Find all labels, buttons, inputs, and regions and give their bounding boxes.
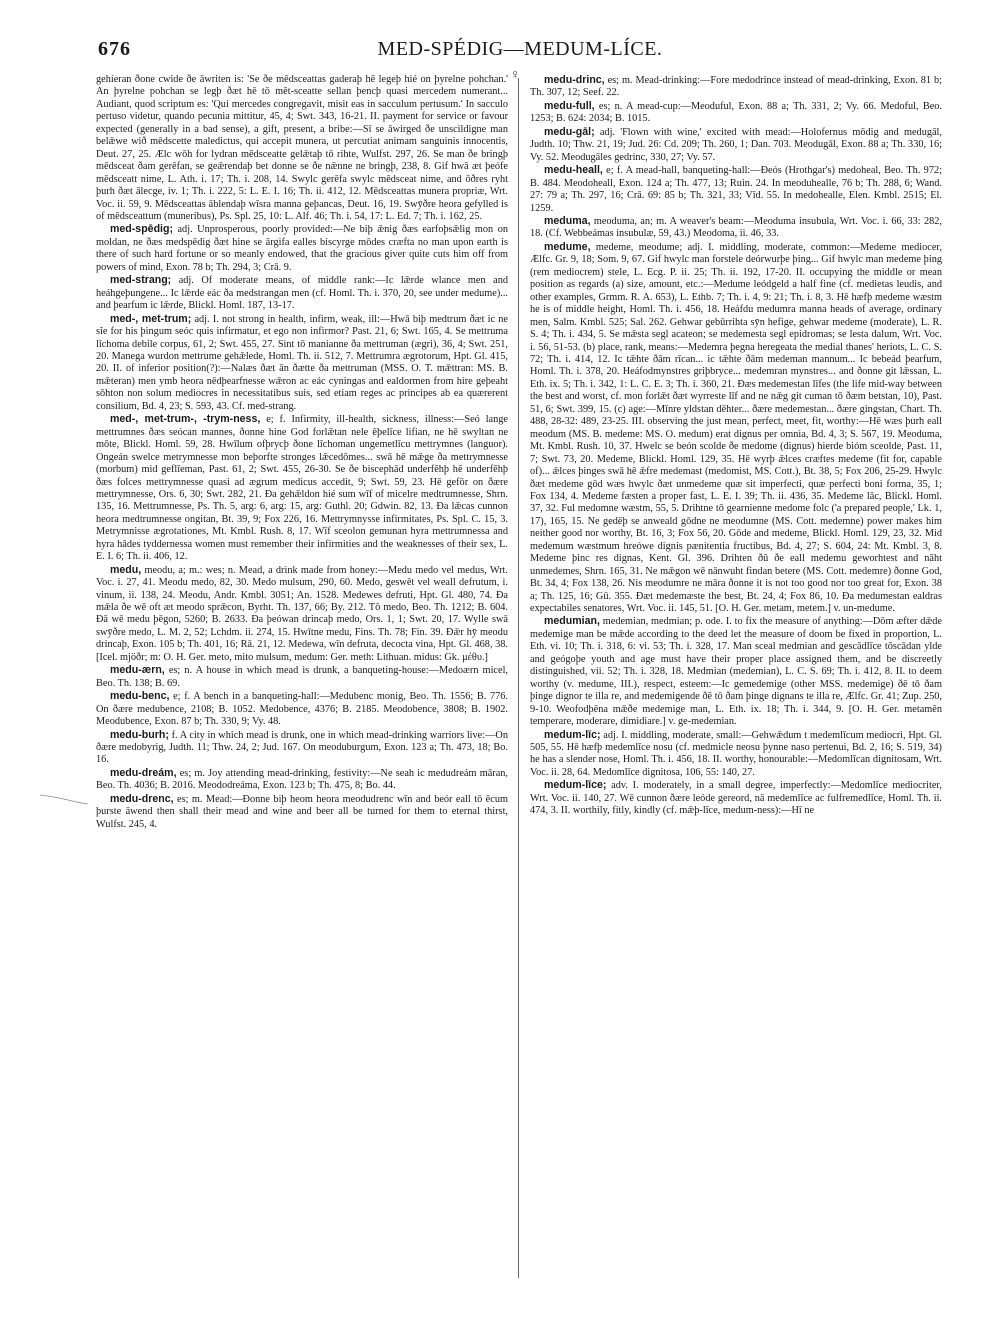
entry-headword: medu, [110,563,142,576]
dictionary-entry [96,74,508,223]
dictionary-entry [96,413,508,563]
entry-headword: medu-benc, [110,690,170,703]
dictionary-entry [530,215,942,241]
dictionary-entry [96,729,508,767]
dictionary-entry [530,74,942,100]
entry-headword: medumian, [544,615,600,628]
entry-definition: medeme, meodume; adj. I. middling, moderate, common:—Medeme mediocer, Ælfc. Gr. 9, 18; Som. 9, 67. Gif hwylc man forstele deórwurþe þing... Gif hwylc man medeme þing (rem mediocrem) stele, L. Ecg. P. ii. 25; Th. ii. 192, 17-20. II. occupying the middle or mean position as regards (a) size, amount, etc.:—Medume leódgeld a half fine (cf. medietas leudis, and other examples, Grmm. R. A. 653), L. Ethb. 7; Th. i. 4, 9: 21; Th. i. 8, 3. Hē hæfþ medeme wæstm he is of middle height, Homl. Th. i. 456, 18. Heáfdu medumra manna heads of average, ordinary men, Salm. Kmbl. 525; Sal. 262. Gehwar gebūrrihta sȳn hefige, gehwar medeme (moderate), L. R. S. 4; Th. i. 434, 5. Se mǣsta segl acateon; se medemesta segl epidromas; se lesta dalum, Wrt. Voc. i. 56, 51-53. (b) place, rank, means:—Medemra þegna heregeata the medial thanes' heriots, L. C. S. 72; Th. i. 414, 12. Ic tǣhte ðām rīcan... ic tǣhte ðām medeman mannum... Ic bebeád þearfum, Homl. Th. i. 378, 20. Heáfodmynstres griþbryce... medemran mynstres... and ðonne git lǣssan, L. Eth. ix. 5; Th. i. 342, 1: L. C. E. 3; Th. i. 360, 21. Ðæs medemestan līfes (the life mid-way between the best and worst, cf. mon forlǣt ðæt wyrreste līf and ne nǣg git cuman tō ðæm betstan, 10), Past. 51, 6; Swt. 399, 15. (c) age:—Mīnre yldstan dēhter... ðære medemestan... ðære gingstan, Chart. Th. 488, 28-32: 489, 23-25. III. observing the just mean, perfect, meet, fit, worthy:—Hē wæs þurh eall meodum (MS. B. medeme: MS. O. medum) erat dignus per omnia, Bd. 4, 3; S. 567, 19. Meoduma, Mt. Kmbl. Rush. 10, 37. Hwelc se beón scolde ðe medome (dignus) hierde bióm sceolde, Past. 11, 7; Swt. 73, 20. Medeme, Blickl. Homl. 129, 35. Hē wyrþ ǣlces cræftes medeme (fit for, capable of)... ǣlces þinges swā hē ǣfre medemast (medomist, MS. Cott.), Bt. 38, 5; Fox 206, 25-29. Hwylc ðæt medeme gōd wæs hwylc ðæt unmedeme quæ sit imperfecti, quæ perfecti boni forma, 35, 1; Fox 134, 4. Medeme fæsten a proper fast, L. E. I. 39; Th. ii. 436, 35. Medeme lāc, Blickl. Homl. 37, 32. Ful medomne wæstm, 55, 5. Drihtne tō gearnienne medome folc ('a prepared people,' Lk. 1, 17), 165, 15. Ne gedēþ se anweald gōdne ne meodumne (MS. Cott. medemne) power makes him neither good nor worthy, Bt. 16, 3; Fox 56, 20. Gōde and medeme, Blickl. Homl. 129, 23, 32. Mid medemum wæstmum hreówe dignis pænitentia fructibus, Bd. 4, 27; S. 604, 24: Mt. Kmbl. 3, 8. Medeme þinc res dignas, Kent. Gl. 396. Drihten ðū ðe eall medemu geworhtest and nāht unmedemes, Shrn. 165, 31. Ne mǣgon wē nānwuht findan betere (MS. Cott. medemre) ðonne God, Bt. 34, 4; Fox 138, 26. Nis meodumre ne māra ðonne it is not too good nor too great for, Exon. 38 a; Th. 125, 16; Gū. 355. Ðæt medemæste the best, Bt. 24, 4; Fox 86, 10. Ða medumestan ealdras expectabiles senatores, Wrt. Voc. ii. 145, 51. [O. H. Ger. metam, metem.] v. un-medume. [530,241,942,615]
dictionary-entry [96,564,508,665]
dictionary-entry [96,223,508,274]
entry-headword: medu-dreám, [110,766,177,779]
dictionary-entry [96,274,508,312]
left-column [96,74,508,1284]
entry-definition: es; m. Joy attending mead-drinking, festivity:—Ne seah ic medudreám māran, Beo. Th. 4036; B. 2016. Meododreáma, Exon. 123 b; Th. 475, 8; Bo. 44. [96,767,508,792]
entry-definition: es; n. A house in which mead is drunk, a banqueting-house:—Medoærn micel, Beo. Th. 138; B. 69. [96,665,508,689]
entry-definition: meodu, a; m.: wes; n. Mead, a drink made from honey:—Medu medo vel medus, Wrt. Voc. i. 27, 41. Meodu medo, 82, 30. Medo mulsum, 290, 60. Medo, geswēt vel weall defrutum, i. vinum, ii. 138, 24. Meodu, Andr. Kmbl. 3051; An. 1528. Medewes defruti, Hpt. Gl. 480, 74. Ða mǣla ðe wē oft æt meodo sprǣcon, Byrht. Th. 137, 66; By. 212. Tō medo, Beo. Th. 1212; B. 604. Ðā wē medu þēgon, 5260; B. 2633. Ða þeówan drincaþ medo, Ors. 1, 1; Swt. 20, 17. Wylle swā swȳðre medo, L. M. 2, 52; Lchdm. ii. 274, 15. Hwītne medu, Fins. Th. 78; Fin. 39. Ðǣr hȳ meodu drincaþ, Exon. 105 b; Th. 401, 16; Rā. 21, 12. Medewa, wīn defruta, decocta vina, Hpt. Gl. 468, 38. [Icel. mjöðr; m: O. H. Ger. meto, mito mulsum, medum: Ger. meth: Lithuan. midus: Gk. μέθυ.] [96,564,508,663]
entry-headword: med-spēdig; [110,223,173,236]
entry-headword: medu-heall, [544,164,603,177]
entry-headword: meduma, [544,214,591,227]
entry-definition: adj. Unprosperous, poorly provided:—Ne biþ ǣnig ðæs earfoþsǣlig mon on moldan, ne ðæs medspēdig ðæt hine se ārgifa ealles biscyrge mōdes cræfta no man upon earth is there of such hard fortune or so meanly endowed, that the gracious giver quite cuts him off from powers of mind, Exon. 78 b; Th. 294, 3; Crā. 9. [96,224,508,273]
dictionary-entry [530,100,942,126]
entry-definition: es; m. Mead:—Ðonne biþ heom heora meodudrenc wīn and beór eall tō ēcum þurste āwend then shall their mead and wine and beer all be turned for them to eternal thirst, Wulfst. 245, 4. [96,793,508,830]
entry-headword: med-strang; [110,274,172,287]
running-head: MED-SPÉDIG—MEDUM-LÍCE. [377,38,663,60]
entry-definition: adj. I. middling, moderate, small:—Gehwǣdum t medemlīcum mediocri, Hpt. Gl. 505, 55. Hē hæfþ medemlīce nosu (cf. medmicle neosu þynne naso pertenui, Bd. 2, 16; S. 519, 34) he has a slender nose, Homl. Th. i. 456, 18. II. worthy, honourable:—Medomlīcan dignitosam, Wrt. Voc. ii. 28, 64. Medomlīce dignitosa, 106, 55: 140, 27. [530,729,942,778]
dictionary-entry [96,664,508,690]
entry-definition: es; n. A mead-cup:—Meoduful, Exon. 88 a; Th. 331, 2; Vy. 66. Medoful, Beo. 1253; B. 624: 2034; B. 1015. [530,100,942,125]
dictionary-entry [96,313,508,414]
dictionary-entry [96,690,508,728]
entry-definition: e; f. A bench in a banqueting-hall:—Medubenc monig, Beo. Th. 1556; B. 776. On ðære medubence, 2108; B. 1052. Medobence, 4376; B. 2185. Meodobence, 3808; B. 1902. Meodubence, Exon. 87 b; Th. 330, 9; Vy. 48. [96,691,508,728]
entry-definition: es; m. Mead-drinking:—Fore medodrince instead of mead-drinking, Exon. 81 b; Th. 307, 12; Seef. 22. [530,75,942,99]
dictionary-entry [530,729,942,780]
dictionary-entry [530,126,942,164]
entry-definition: medemian, medmian; p. ode. I. to fix the measure of anything:—Dōm æfter dǣde medemige man be mǣde according to the deed let the measure of doom be fixed in proportion, L. Eth. vi. 10; Th. i. 318, 6: vi. 53; Th. i. 328, 17. Man sceal medmian and gescādlīce tōscādan ylde and geógoþe youth and age must have their proper place assigned them, and be discreetly distinguished, vii. 52; Th. i. 328, 18. Medmian (medemian), L. C. S. 69; Th. i. 412, 8. II. to deem worthy (v. medume, III.), respect, esteem:—Ic gemedemige (other MSS. medemige) ðē tō ðam þinge dignor te illa re, and medemigende ðē tō ðam þinge dignans te illa re, Ælfc. Gr. 41; Zup. 250, 9-10. Weofodþēna mǣðe medemige man, L. Eth. ix. 18; Th. i. 344, 9. [O. H. Ger. metamēn temperare, moderare, dimidiare.] v. ge-medemian. [530,616,942,728]
entry-headword: medu-full, [544,99,595,112]
entry-definition: gehíeran ðone cwide ðe āwriten is: 'Se ðe mēdsceattas gaderaþ hē legeþ hié on þyrelne pohchan.' An þyrelne pohchan se legþ ðæt hē tō mēt-sceatte sellan þencþ quasi mercedem numerant... Audiant, quod scriptum es: 'Qui mercedes congregavit, misit eas in sacculum pertusum.' In sacculo pertuso videtur, quando pecunia mittitur, 45, 4; Swt. 343, 16-21. II. payment for service or favour expected (generally in a bad sense), a gift, present, a bribe:—Sī se āwirged ðe unscildigne man belǣwe wið mēdscette maledictus, qui accepit munera, ut percutiat animam sanguinis innocentis, Deut. 27, 25. Ælc wōh for lydran mēdsceatte gelǣtaþ tō rihte, Wulfst. 297, 26. Se man ðe bringþ mēdsceat ðam gerēfan, se geǣrendaþ bet donne se ðe nǣnne ne bringþ, 238, 8. Gif hwā æt þeófe mēdsceatt nime, L. Ath. i. 17; Th. i. 208, 14. Swylc gerēfa swylc mēdsceat nime, and ōðres ryht þurh ðæt ālecge, iv. 1; Th. i. 222, 5: L. E. I. 16; Th. ii. 412, 12. Mēdsceattas munera propriæ, Wrt. Voc. ii. 59, 9. Mēdsceattas āblendaþ wīsra manna geþancas, Deut. 16, 19. Swȳðre heora gefylled is of mēdsceattum (muneribus), Ps. Spl. 25, 10: L. Alf. 46; Th. i. 54, 17: L. Ed. 7; Th. i. 162, 25. [96,74,508,222]
entry-headword: medum-līc; [544,728,601,741]
entry-headword: medu-gāl; [544,125,595,138]
entry-definition: f. A city in which mead is drunk, one in which mead-drinking warriors live:—On ðære medobyrig, Judth. 11; Thw. 24, 2; Jud. 167. On meoduburgum, Exon. 123 a; Th. 473, 18; Bo. 16. [96,729,508,766]
entry-headword: med-, met-trum-, -trym-ness, [110,413,261,426]
entry-definition: e; f. Infirmity, ill-health, sickness, illness:—Seó lange mettrumnes ðæs seócan mannes, ðonne hine God forlǣtan nele ēþelīce lifian, ne hē swyltan ne mōte, Blickl. Homl. 59, 28. Hwīlum ofþrycþ ðone līchoman ungemetlīcu mettrymnes (languor). Ongeán swelce metrymnesse mon beþorfte stronges lǣcedōmes... swā hē mǣge ða mettrymnesse (morbum) mid geflīeman, Past. 61, 2; Swt. 455, 26-30. Se ðe biscephād underfēhþ hē underfēhþ ðæs folces mettrymnesse quasi ad ægrum medicus accedit, 9; Swt. 59, 23. Hē gefōr on ðære mettrymnesse, Ors. 6, 30; Swt. 282, 21. Ða gehǣldon hié sum wīf of micelre medtrumnesse, Shrn. 135, 16. Mettrumnesse, Ps. Th. 5, arg: 6, arg: 15, arg: Guthl. 20; Gdwin. 82, 13. Ða lǣcas cunnon heora medtrumnesse ongitan, Bt. 39, 9; Fox 226, 16. Mettrymnysse infirmitates, Ps. Spl. C. 15, 3. Metrymnisse ægrotationes, Mt. Kmbl. Rush. 8, 17. Wīf sceolon gemunan hyra mettrumnessa and hyra hādes tyddernessa women must remember their infirmities and the weaknesses of their sex, L. E. I. 6; Th. ii. 406, 12. [96,414,508,563]
dictionary-entry [530,615,942,728]
margin-pencil-mark [38,791,90,807]
column-divider-ornament: ♀ [510,68,521,83]
dictionary-entry [96,767,508,793]
pencil-stroke-icon [38,791,90,807]
entry-headword: medu-drinc, [544,74,605,86]
entry-definition: meoduma, an; m. A weaver's beam:—Meoduma insubula, Wrt. Voc. i. 66, 33: 282, 18. (Cf. Webbeámas insubulæ, 59, 43.) Meodoma, ii. 46, 33. [530,215,942,240]
entry-headword: medu-burh; [110,728,169,741]
dictionary-entry [96,793,508,831]
right-column [530,74,942,1284]
column-divider [518,78,519,1278]
entry-headword: medu-drenc, [110,792,174,805]
entry-headword: medu-ærn, [110,664,165,677]
entry-definition: adj. 'Flown with wine,' excited with mead:—Holofernus mōdig and medugāl, Judth. 10; Thw. 21, 19; Jud. 26: Cd. 209; Th. 260, 1; Dan. 703. Meodugāl, Exon. 88 a; Th. 330, 16; Vy. 52. Meodugāles gedrinc, 330, 27; Vy. 57. [530,126,942,163]
page-header [98,38,942,72]
dictionary-entry [530,241,942,616]
entry-headword: med-, met-trum; [110,312,192,325]
entry-headword: medum-līce; [544,779,607,792]
dictionary-entry [530,779,942,817]
entry-definition: adv. I. moderately, in a small degree, imperfectly:—Medomlīce mediocriter, Wrt. Voc. ii. 140, 27. Wē cunnon ðære leóde gereord, nā medemlīce ac fulfremedlīce, Homl. Th. ii. 474, 3. II. worthily, fitly, kindly (cf. mǣþ-līce, medum-ness):—Hī ne [530,780,942,817]
page-number: 676 [98,38,131,60]
entry-headword: medume, [544,240,591,253]
entry-definition: adj. Of moderate means, of middle rank:—Ic lǣrde wlance men and heáhgeþungene... Ic lǣrde eác ða medstrangan men (cf. Homl. Th. i. 370, 20, see under medume)... and þearfum ic lǣrde, Blickl. Homl. 187, 13-17. [96,275,508,312]
dictionary-entry [530,164,942,215]
entry-definition: e; f. A mead-hall, banqueting-hall:—Ðeós (Hrothgar's) medoheal, Beo. Th. 972; B. 484. Meodoheall, Exon. 124 a; Th. 477, 13; Ruin. 24. In meoduhealle, 76 b; Th. 288, 6; Wand. 27: 79 a; Th. 297, 16; Crā. 69: 85 b; Th. 321, 33; Vīd. 55. In medohealle, Elen. Kmbl. 2515; El. 1259. [530,165,942,214]
entry-definition: adj. I. not strong in health, infirm, weak, ill:—Hwā biþ medtrum ðæt ic ne sīe for his þingum seóc quis infirmatur, et ego non infirmor? Past. 21, 6; Swt. 165, 4. Se mettruma līchoma debile corpus, 61, 2; Swt. 455, 27. Sint tō manianne ða mettruman (ægri), 36, 4; Swt. 251, 20. Manega wurdon mettrume gehǣlede, Homl. Th. ii. 512, 7. Mettrumra ægrotorum, Hpt. Gl. 415, 20. II. of inferior position(?):—Nalæs ðæt ān ðætte ða mettruman (MSS. O. T. mǣttran: MS. B. mǣteran) men ymb heora nēdþearfnesse wǣron ac eác cyningas and ealdormen from hire geþeaht sōhton non solum mediocres in necessitatibus suis, sed etiam reges ac principes ab ea quærerent consilium, Bd. 4, 23; S. 593, 43. Cf. med-strang. [96,313,508,412]
